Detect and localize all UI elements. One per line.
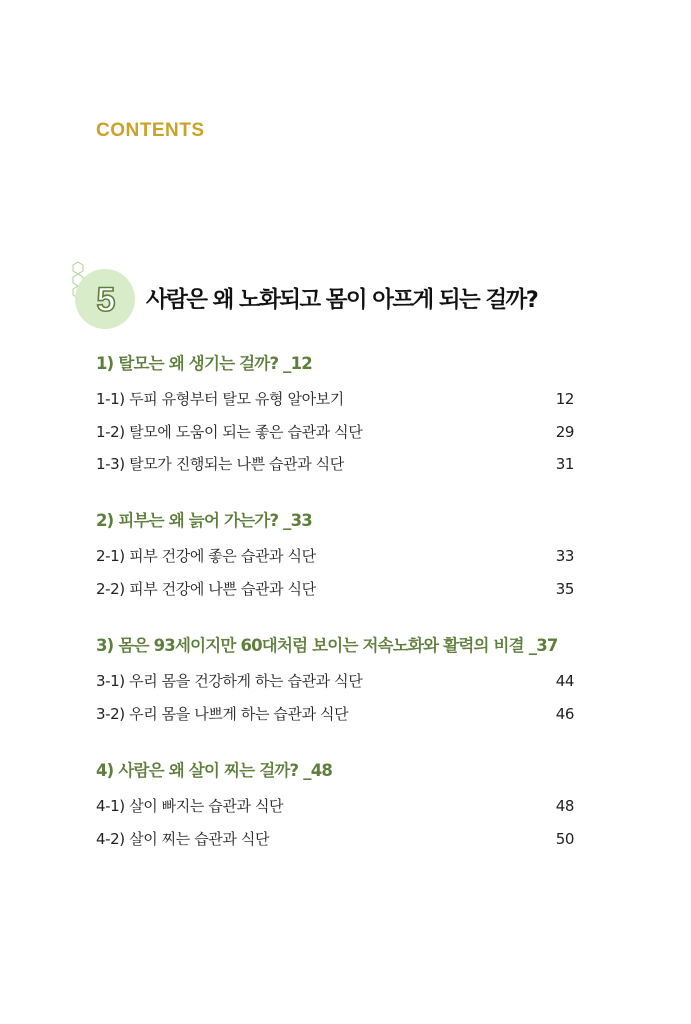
entry-page: 46 bbox=[555, 704, 574, 723]
chapter-title: 사람은 왜 노화되고 몸이 아프게 되는 걸까? bbox=[146, 287, 538, 313]
entry-page: 44 bbox=[555, 672, 574, 690]
contents-label: CONTENTS bbox=[96, 120, 205, 141]
toc-entry bbox=[96, 545, 574, 578]
entry-page: 35 bbox=[555, 579, 574, 598]
toc-entry bbox=[96, 453, 574, 486]
toc-entry bbox=[96, 670, 574, 703]
entry-label: 1-1) 두피 유형부터 탈모 유형 알아보기 bbox=[96, 390, 344, 408]
entry-label: 2-2) 피부 건강에 나쁜 습관과 식단 bbox=[96, 579, 316, 598]
entry-page: 31 bbox=[555, 455, 574, 473]
toc-entry bbox=[96, 388, 574, 421]
section-heading: 2) 피부는 왜 늙어 가는가? _33 bbox=[96, 511, 312, 530]
toc-entry bbox=[96, 703, 574, 736]
toc-section-4 bbox=[96, 757, 574, 860]
section-heading: 3) 몸은 93세이지만 60대처럼 보이는 저속노화와 활력의 비결 _37 bbox=[96, 636, 558, 655]
entry-label: 1-3) 탈모가 진행되는 나쁜 습관과 식단 bbox=[96, 455, 344, 473]
entry-label: 3-2) 우리 몸을 나쁘게 하는 습관과 식단 bbox=[96, 704, 349, 723]
entry-page: 29 bbox=[555, 422, 574, 441]
section-heading: 1) 탈모는 왜 생기는 걸까? _12 bbox=[96, 354, 312, 373]
toc-section-1 bbox=[96, 350, 574, 486]
chapter-number: 5 bbox=[96, 281, 116, 319]
toc-entry bbox=[96, 421, 574, 454]
entry-page: 50 bbox=[555, 829, 574, 848]
toc-section-3 bbox=[96, 632, 574, 735]
entry-label: 4-1) 살이 빠지는 습관과 식단 bbox=[96, 797, 284, 815]
entry-page: 48 bbox=[555, 797, 574, 815]
toc-entry bbox=[96, 578, 574, 611]
section-heading: 4) 사람은 왜 살이 찌는 걸까? _48 bbox=[96, 761, 333, 780]
toc-entry bbox=[96, 795, 574, 828]
entry-page: 12 bbox=[555, 390, 574, 408]
chapter-emblem bbox=[68, 258, 138, 332]
entry-label: 4-2) 살이 찌는 습관과 식단 bbox=[96, 829, 270, 848]
entry-label: 1-2) 탈모에 도움이 되는 좋은 습관과 식단 bbox=[96, 422, 363, 441]
entry-label: 3-1) 우리 몸을 건강하게 하는 습관과 식단 bbox=[96, 672, 363, 690]
entry-label: 2-1) 피부 건강에 좋은 습관과 식단 bbox=[96, 547, 316, 565]
toc-section-2 bbox=[96, 507, 574, 610]
toc-entry bbox=[96, 828, 574, 861]
entry-page: 33 bbox=[555, 547, 574, 565]
